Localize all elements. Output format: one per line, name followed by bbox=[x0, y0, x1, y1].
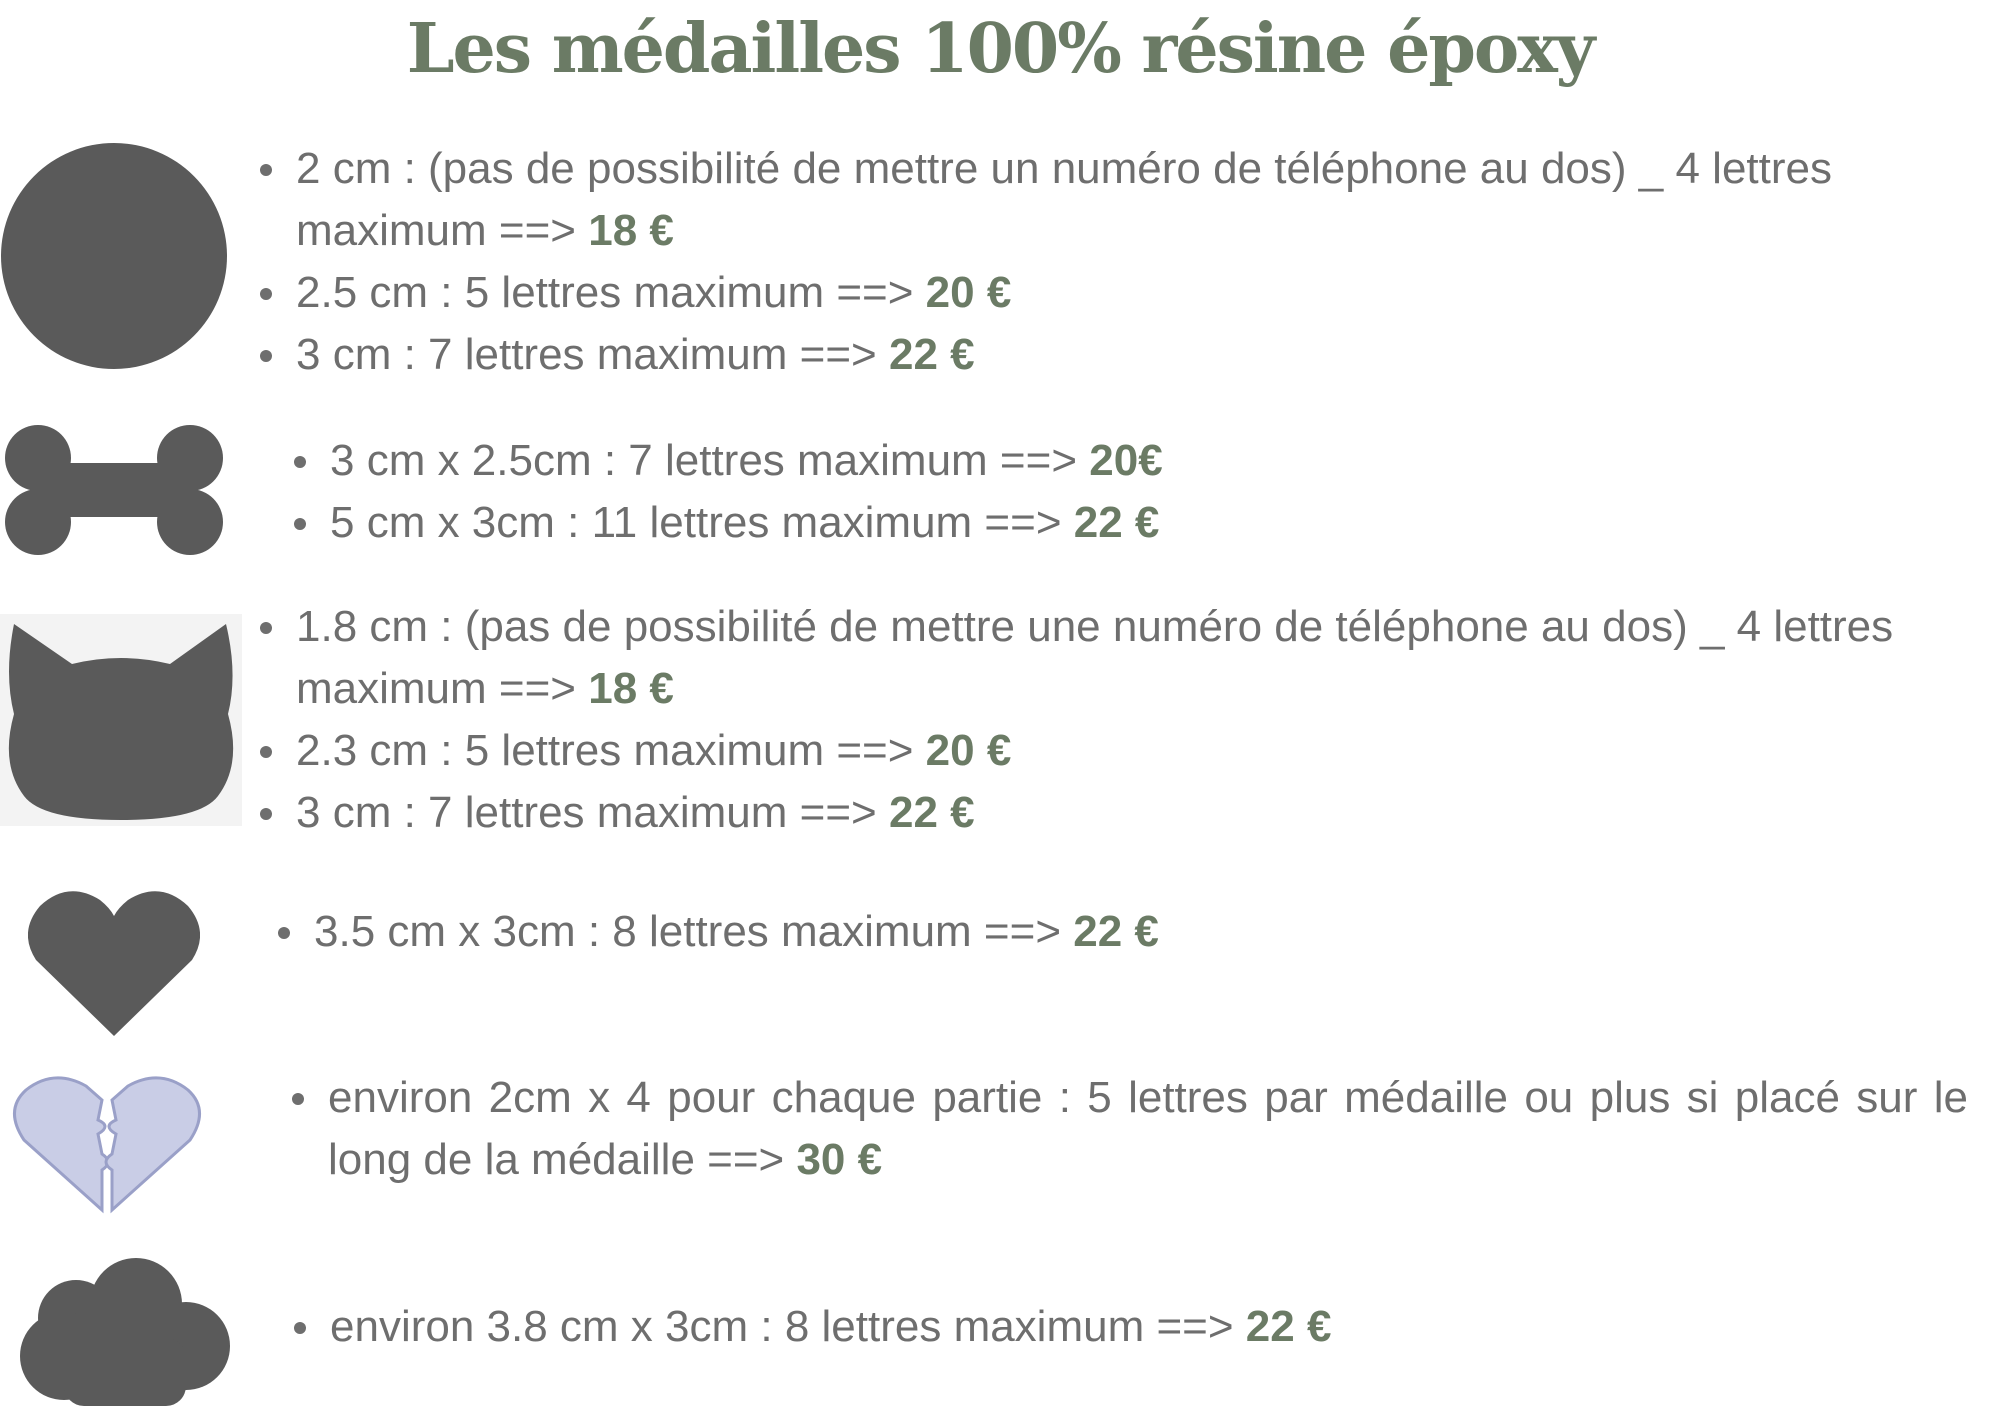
list-item: 5 cm x 3cm : 11 lettres maximum ==> 22 € bbox=[290, 492, 1890, 554]
list-item: 1.8 cm : (pas de possibilité de mettre une numéro de téléphone au dos) _ 4 lettres maximum ==> 18 € bbox=[256, 596, 2000, 720]
list-item: environ 3.8 cm x 3cm : 8 lettres maximum ==> 22 € bbox=[290, 1296, 1890, 1358]
price: 20 € bbox=[925, 268, 1012, 317]
cloud-icon bbox=[18, 1258, 236, 1408]
section-cat bbox=[256, 596, 2000, 844]
list-item: 2.3 cm : 5 lettres maximum ==> 20 € bbox=[256, 720, 2000, 782]
bone-icon bbox=[0, 425, 228, 555]
price: 20 € bbox=[925, 726, 1012, 775]
list-item: 2.5 cm : 5 lettres maximum ==> 20 € bbox=[256, 262, 1956, 324]
circle-icon bbox=[0, 142, 228, 370]
price: 22 € bbox=[1073, 907, 1159, 956]
price: 18 € bbox=[588, 206, 674, 255]
section-bone bbox=[290, 430, 1890, 554]
list-item: 3 cm x 2.5cm : 7 lettres maximum ==> 20€ bbox=[290, 430, 1890, 492]
price: 22 € bbox=[888, 788, 975, 837]
price: 20€ bbox=[1089, 436, 1163, 485]
list-item: 3 cm : 7 lettres maximum ==> 22 € bbox=[256, 782, 2000, 844]
section-heart bbox=[274, 901, 1874, 963]
price: 30 € bbox=[796, 1135, 883, 1184]
price: 18 € bbox=[588, 664, 674, 713]
heart-icon bbox=[28, 888, 200, 1036]
price: 22 € bbox=[1245, 1302, 1332, 1351]
page-title: Les médailles 100% résine époxy bbox=[406, 9, 1594, 89]
section-puzzle bbox=[288, 1067, 1968, 1191]
puzzle-heart-icon bbox=[2, 1070, 212, 1216]
section-circle bbox=[256, 138, 1956, 386]
list-item: 3 cm : 7 lettres maximum ==> 22 € bbox=[256, 324, 1956, 386]
cat-head-icon bbox=[0, 614, 242, 826]
price: 22 € bbox=[888, 330, 975, 379]
list-item: 3.5 cm x 3cm : 8 lettres maximum ==> 22 € bbox=[274, 901, 1874, 963]
list-item: 2 cm : (pas de possibilité de mettre un numéro de téléphone au dos) _ 4 lettres maximum ==> 18 € bbox=[256, 138, 1956, 262]
list-item: environ 2cm x 4 pour chaque partie : 5 lettres par médaille ou plus si placé sur le long de la médaille ==> 30 € bbox=[288, 1067, 1968, 1191]
section-cloud bbox=[290, 1296, 1890, 1358]
price: 22 € bbox=[1073, 498, 1160, 547]
